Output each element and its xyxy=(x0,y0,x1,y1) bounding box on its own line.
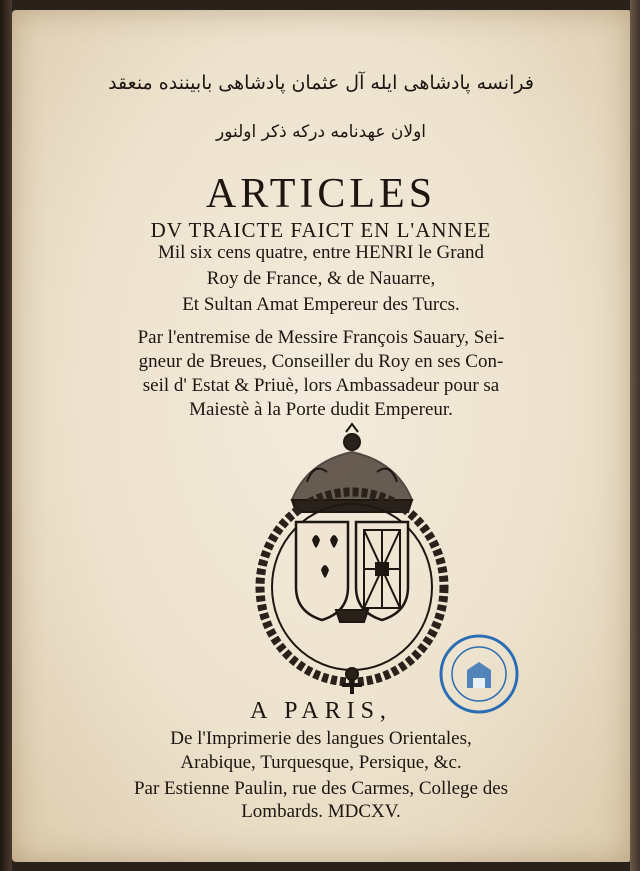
imprint-line: Arabique, Turquesque, Persique, &c. xyxy=(180,752,462,773)
ottoman-heading-line-1: فرانسه پادشاهی ایله آل عثمان پادشاهی بابیننده منعقد xyxy=(108,72,534,94)
body-line: Et Sultan Amat Empereur des Turcs. xyxy=(182,294,460,315)
title-page xyxy=(12,10,630,862)
ottoman-heading-line-2: اولان عهدنامه درکه ذکر اولنور xyxy=(215,122,427,142)
body-line: Roy de France, & de Nauarre, xyxy=(206,268,436,289)
body-line: seil d' Estat & Priuè, lors Ambassadeur pour sa xyxy=(142,375,500,396)
imprint-city: A PARIS, xyxy=(250,698,392,724)
body-line: gneur de Breues, Conseiller du Roy en ses Con- xyxy=(138,351,504,372)
book-spine xyxy=(630,0,640,871)
body-line: Maiestè à la Porte dudit Empereur. xyxy=(189,399,453,420)
book-left-edge xyxy=(0,0,12,871)
imprint-line: Par Estienne Paulin, rue des Carmes, College des xyxy=(133,778,509,799)
page-subtitle: DV TRAICTE FAICT EN L'ANNEE xyxy=(150,218,492,242)
royal-coat-of-arms-icon xyxy=(252,422,452,694)
imprint-line: De l'Imprimerie des langues Orientales, xyxy=(170,728,472,749)
body-line: Mil six cens quatre, entre HENRI le Grand xyxy=(157,242,485,263)
page-title: ARTICLES xyxy=(205,171,437,217)
imprint-date-line: Lombards. MDCXV. xyxy=(241,801,401,822)
body-line: Par l'entremise de Messire François Sauary, Sei- xyxy=(137,327,505,348)
